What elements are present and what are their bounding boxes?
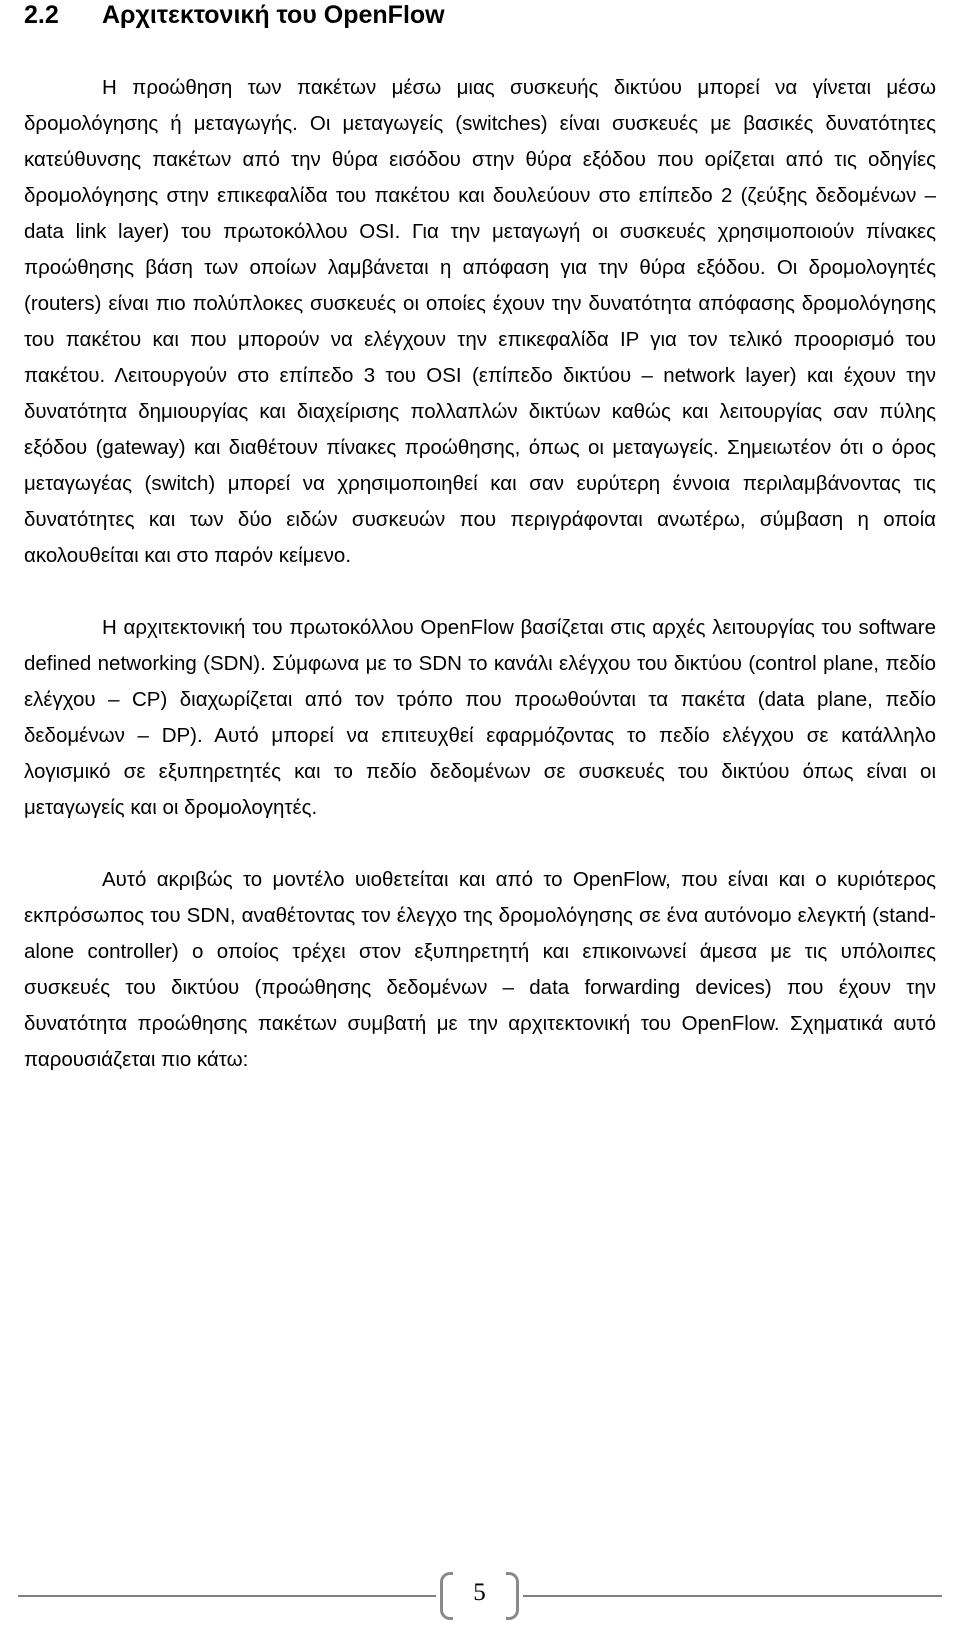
page-number: 5 bbox=[473, 1579, 486, 1606]
footer-rule-left bbox=[18, 1595, 436, 1597]
section-number: 2.2 bbox=[24, 1, 59, 29]
page-number-box bbox=[436, 1572, 523, 1618]
page-footer bbox=[0, 1572, 960, 1618]
paragraph: Η προώθηση των πακέτων μέσω μιας συσκευής δικτύου μπορεί να γίνεται μέσω δρομολόγησης ή μεταγωγής. Οι μεταγωγείς (switches) είναι συσκευές με βασικές δυνατότητες κατεύθυνσης πακέτων από την θύρα εισόδου στην θύρα εξόδου που ορίζεται από τις οδηγίες δρομολόγησης στην επικεφαλίδα του πακέτου και δουλεύουν στο επίπεδο 2 (ζεύξης δεδομένων – data link layer) του πρωτοκόλλου OSI. Για την μεταγωγή οι συσκευές χρησιμοποιούν πίνακες προώθησης βάση των οποίων λαμβάνεται η απόφαση για την θύρα εξόδου. Οι δρομολογητές (routers) είναι πιο πολύπλοκες συσκευές οι οποίες έχουν την δυνατότητα απόφασης δρομολόγησης του πακέτου και που μπορούν να ελέγχουν την επικεφαλίδα IP για τον τελικό προορισμό του πακέτου. Λειτουργούν στο επίπεδο 3 του OSI (επίπεδο δικτύου – network layer) και έχουν την δυνατότητα δημιουργίας και διαχείρισης πολλαπλών δικτύων καθώς και λειτουργίας σαν πύλης εξόδου (gateway) και διαθέτουν πίνακες προώθησης, όπως οι μεταγωγείς. Σημειωτέον ότι ο όρος μεταγωγέας (switch) μπορεί να χρησιμοποιηθεί και σαν ευρύτερη έννοια περιλαμβάνοντας τις δυνατότητες και των δύο ειδών συσκευών που περιγράφονται ανωτέρω, σύμβαση η οποία ακολουθείται και στο παρόν κείμενο. bbox=[24, 76, 936, 567]
right-brace-icon bbox=[506, 1572, 519, 1620]
body-text bbox=[24, 70, 936, 1078]
section-heading bbox=[24, 0, 445, 30]
paragraph: Η αρχιτεκτονική του πρωτοκόλλου OpenFlow βασίζεται στις αρχές λειτουργίας του software defined networking (SDN). Σύμφωνα με το SDN το κανάλι ελέγχου του δικτύου (control plane, πεδίο ελέγχου – CP) διαχωρίζεται από τον τρόπο που προωθούνται τα πακέτα (data plane, πεδίο δεδομένων – DP). Αυτό μπορεί να επιτευχθεί εφαρμόζοντας το πεδίο ελέγχου σε κατάλληλο λογισμικό σε εξυπηρετητές και το πεδίο δεδομένων σε συσκευές του δικτύου όπως είναι οι μεταγωγείς και οι δρομολογητές. bbox=[24, 616, 936, 819]
paragraph: Αυτό ακριβώς το μοντέλο υιοθετείται και από το OpenFlow, που είναι και ο κυριότερος εκπρόσωπος του SDN, αναθέτοντας τον έλεγχο της δρομολόγησης σε ένα αυτόνομο ελεγκτή (stand-alone controller) ο οποίος τρέχει στον εξυπηρετητή και επικοινωνεί άμεσα με τις υπόλοιπες συσκευές του δικτύου (προώθησης δεδομένων – data forwarding devices) που έχουν την δυνατότητα προώθησης πακέτων συμβατή με την αρχιτεκτονική του OpenFlow. Σχηματικά αυτό παρουσιάζεται πιο κάτω: bbox=[24, 868, 936, 1071]
footer-rule-right bbox=[523, 1595, 942, 1597]
section-title: Αρχιτεκτονική του OpenFlow bbox=[102, 1, 445, 29]
